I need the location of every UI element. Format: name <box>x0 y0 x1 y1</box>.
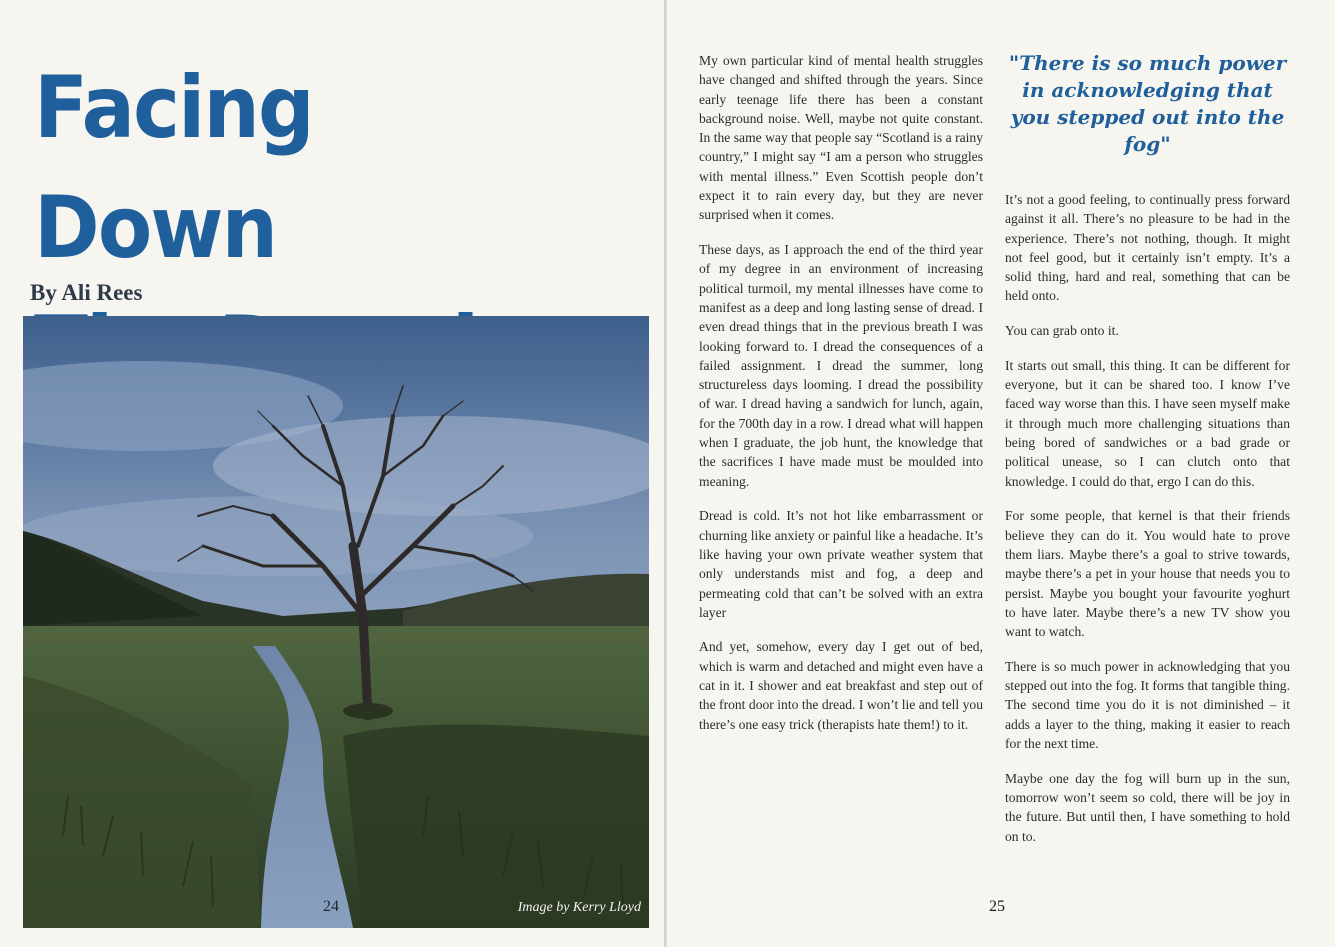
body-column-right <box>1005 190 1290 861</box>
paragraph: My own particular kind of mental health struggles have changed and shifted through the years. Since early teenage life there has been a constant background noise. Well, maybe not quite constant. In the same way that people say “Scotland is a rainy country,” I might say “I am a person who struggles with mental illness.” Even Scottish people don’t expect it to rain every day, but they are never surprised when it comes. <box>699 53 983 223</box>
left-page <box>0 0 664 947</box>
paragraph: For some people, that kernel is that their friends believe they can do it. You would hate to prove them liars. Maybe there’s a goal to strive towards, maybe there’s a pet in your house that needs you to persist. Maybe you bought your favourite yoghurt to have later. Maybe there’s a new TV show you want to watch. <box>1005 508 1290 640</box>
paragraph: It starts out small, this thing. It can be different for everyone, but it can be shared too. I know I’ve faced way worse than this. I have seen myself make it through much more challenging situations than being bored of sandwiches or a bad grade or political unease, so I can clutch onto that knowledge. I could do that, ergo I can do this. <box>1005 357 1290 489</box>
paragraph: It’s not a good feeling, to continually press forward against it all. There’s no pleasure to be had in the experience. There’s not nothing, though. It might not feel good, but it certainly isn’t empty. It’s a solid thing, hard and real, something that can be held onto. <box>1005 192 1290 304</box>
paragraph: These days, as I approach the end of the third year of my degree in an environment of increasing political turmoil, my mental illnesses have come to manifest as a deep and long lasting sense of dread. I even dread things that in the previous breath I was looking forward to. I dread the consequences of a failed assignment. I dread the summer, long structureless days looming. I dread the possibility of war. I dread having a sandwich for lunch, again, for the 700th day in a row. I dread what will happen when I graduate, the job hunt, the knowledge that the sacrifices I have made must be moulded into meaning. <box>699 242 983 489</box>
page-number-left: 24 <box>323 898 339 915</box>
pull-quote: "There is so much power in acknowledging that you stepped out into the fog" <box>1008 51 1287 156</box>
paragraph: And yet, somehow, every day I get out of bed, which is warm and detached and might even have a cat in it. I shower and eat breakfast and step out of the front door into the dread. I won’t lie and tell you there’s one easy trick (therapists hate them!) to it. <box>699 639 983 732</box>
title-line-1: Facing Down <box>34 58 313 278</box>
paragraph: Maybe one day the fog will burn up in the sun, tomorrow won’t seem so cold, there will be joy in the future. But until then, I have something to hold on to. <box>1005 770 1290 844</box>
page-number-right: 25 <box>989 898 1005 915</box>
byline: By Ali Rees <box>30 280 143 305</box>
body-column-left <box>699 51 983 749</box>
photo-credit: Image by Kerry Lloyd <box>517 900 641 915</box>
paragraph: There is so much power in acknowledging that you stepped out into the fog. It forms that tangible thing. The second time you do it is not diminished – it adds a layer to the thing, making it easier to reach for the next time. <box>1005 658 1290 751</box>
paragraph: Dread is cold. It’s not hot like embarrassment or churning like anxiety or painful like a headache. It’s like having your own private weather system that only understands mist and fog, a deep and permeating cold that can’t be solved with an extra layer <box>699 508 983 620</box>
landscape-photo <box>23 316 649 928</box>
tree-stream-photo <box>23 316 649 928</box>
right-page <box>667 0 1335 947</box>
paragraph: You can grab onto it. <box>1005 323 1119 339</box>
